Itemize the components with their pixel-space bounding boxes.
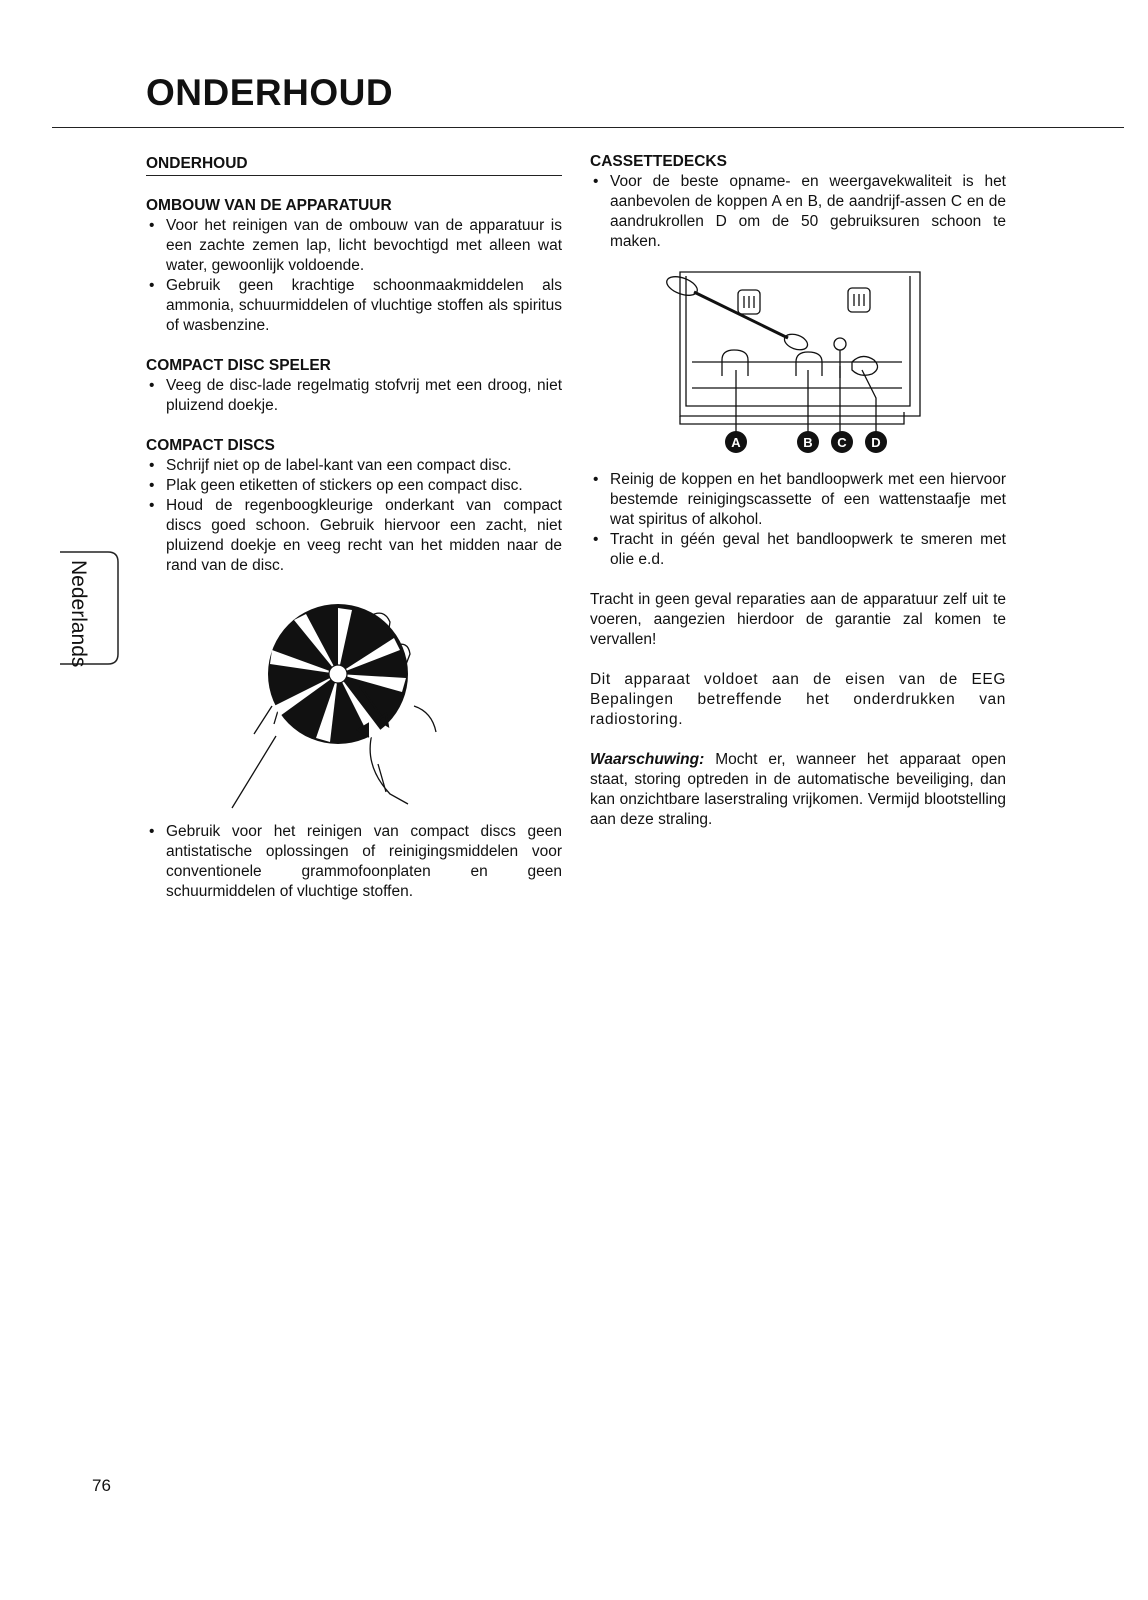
list-item: • Tracht in géén geval het bandloopwerk te smeren met olie e.d. xyxy=(590,530,1006,570)
left-column xyxy=(146,154,562,902)
repair-notice: Tracht in geen geval reparaties aan de apparatuur zelf uit te voeren, aangezien hierdoor de garantie zal komen te vervallen! xyxy=(590,591,1006,648)
list-item: • Veeg de disc-lade regelmatig stofvrij met een droog, niet pluizend doekje. xyxy=(146,376,562,416)
right-column xyxy=(590,152,1006,830)
callout-markers xyxy=(725,431,887,453)
list-item: • Gebruik voor het reinigen van compact discs geen antistatische oplossingen of reinigingsmiddelen voor conventionele grammofoonplaten en geen schuurmiddelen of vluchtige stoffen. xyxy=(146,822,562,902)
title-divider xyxy=(52,127,1124,128)
list-ombouw xyxy=(146,216,562,336)
laser-warning xyxy=(590,750,1006,830)
left-main-heading: ONDERHOUD xyxy=(146,154,562,176)
list-item: • Reinig de koppen en het bandloopwerk met een hiervoor bestemde reinigingscassette of een wattenstaafje met wat spiritus of alkohol. xyxy=(590,470,1006,530)
section-heading-cd-speler: COMPACT DISC SPELER xyxy=(146,357,331,374)
cassette-deck-illustration xyxy=(590,266,1006,456)
list-item: • Voor het reinigen van de ombouw van de apparatuur is een zachte zemen lap, licht bevochtigd met alleen wat water, gewoonlijk voldoende. xyxy=(146,216,562,276)
callout-label-d: D xyxy=(871,435,881,450)
disc-cleaning-illustration xyxy=(146,586,562,814)
page-number: 76 xyxy=(92,1476,111,1495)
eeg-notice: Dit apparaat voldoet aan de eisen van de EEG Bepalingen betreffende het onderdrukken van radiostoring. xyxy=(590,671,1006,728)
callout-label-b: B xyxy=(803,435,813,450)
page-title: ONDERHOUD xyxy=(146,72,394,113)
list-item: • Plak geen etiketten of stickers op een compact disc. xyxy=(146,476,562,496)
callout-label-c: C xyxy=(837,435,847,450)
list-cd-speler xyxy=(146,376,562,416)
section-heading-cassettedecks: CASSETTEDECKS xyxy=(590,153,727,170)
list-item: • Voor de beste opname- en weergavekwaliteit is het aanbevolen de koppen A en B, de aandrijf-assen C en de aandrukrollen D om de 50 gebruiksuren schoon te maken. xyxy=(590,172,1006,252)
list-cd-care-after xyxy=(146,822,562,902)
list-item: • Schrijf niet op de label-kant van een compact disc. xyxy=(146,456,562,476)
list-compact-discs xyxy=(146,456,562,576)
warning-label: Waarschuwing: xyxy=(590,751,705,768)
list-cassette-care xyxy=(590,470,1006,570)
list-item: • Houd de regenboogkleurige onderkant van compact discs goed schoon. Gebruik hiervoor een zacht, niet pluizend doekje en veeg recht van het midden naar de rand van de disc. xyxy=(146,496,562,576)
list-cassette-intro xyxy=(590,172,1006,252)
section-heading-ombouw: OMBOUW VAN DE APPARATUUR xyxy=(146,197,392,214)
warning-text: Mocht er, wanneer het apparaat open staat, storing optreden in de automatische beveiliging, dan kan onzichtbare laserstraling vrijkomen. Vermijd blootstelling aan deze straling. xyxy=(590,751,1006,828)
list-item: • Gebruik geen krachtige schoonmaakmiddelen als ammonia, schuurmiddelen of vluchtige stoffen als spiritus of wasbenzine. xyxy=(146,276,562,336)
section-heading-compact-discs: COMPACT DISCS xyxy=(146,437,275,454)
callout-label-a: A xyxy=(731,435,741,450)
language-tab-label: Nederlands xyxy=(67,560,90,668)
